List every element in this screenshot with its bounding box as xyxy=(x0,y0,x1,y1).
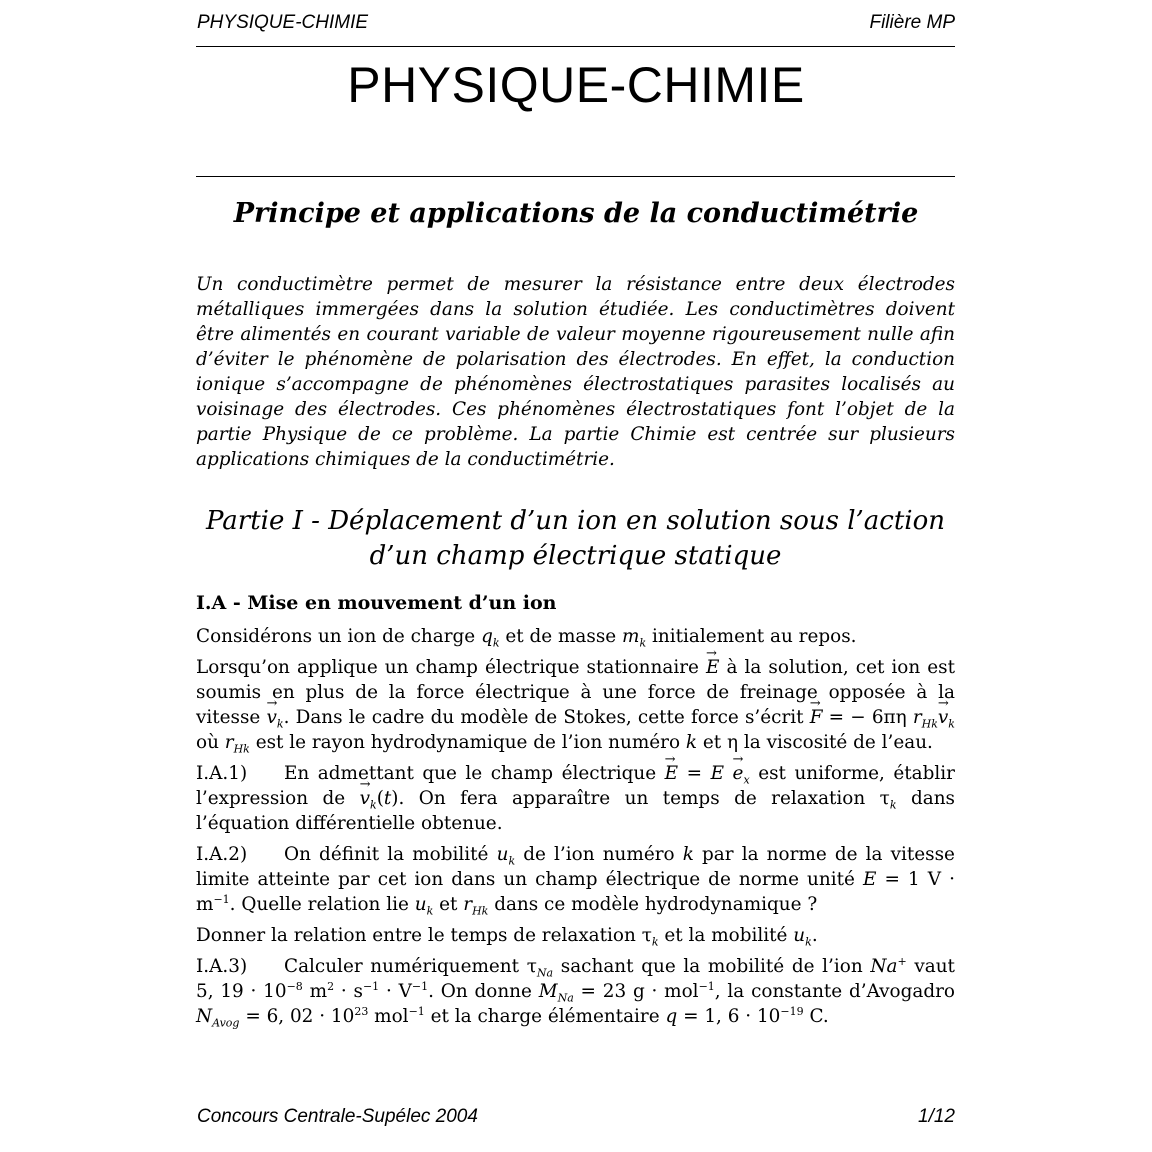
page-title: PHYSIQUE-CHIMIE xyxy=(347,57,805,113)
question-IA1: I.A.1) En admettant que le champ électrique → $E = E \to e_x$ est uniforme, établir l’expression de → $v_k(t)$. On fera apparaître un temps de relaxation $\tau_k$ dans l’équation différentielle obtenue. xyxy=(196,761,955,836)
document-subtitle: Principe et applications de la conductimétrie xyxy=(233,198,919,229)
header-subject: PHYSIQUE-CHIMIE xyxy=(197,12,369,33)
question-label: I.A.2) xyxy=(196,844,248,865)
question-label: I.A.3) xyxy=(196,956,248,977)
paragraph-relaxation: Donner la relation entre le temps de relaxation $\tau_k$ et la mobilité $u_k$. xyxy=(196,925,818,949)
body-text xyxy=(196,624,955,1035)
intro-paragraph: Un conductimètre permet de mesurer la résistance entre deux électrodes métalliques immergées dans la solution étudiée. Les conductimètres doivent être alimentés en courant variable de valeur moyenne rigoureusement nulle afin d’éviter le phénomène de polarisation des électrodes. En effet, la conduction ionique s’accompagne de phénomènes électrostatiques parasites localisés au voisinage des électrodes. Ces phénomènes électrostatiques font l’objet de la partie Physique de ce problème. La partie Chimie est centrée sur plusieurs applications chimiques de la conductimétrie. xyxy=(196,274,955,470)
question-IA2: I.A.2) On définit la mobilité $u_k$ de l’ion numéro k par la norme de la vitesse limite atteinte par cet ion dans un champ électrique de norme unité E = 1 $V \cdot m^{-1}$. Quelle relation lie $u_k$ et $r_{Hk}$ dans ce modèle hydrodynamique ? xyxy=(196,844,955,918)
header-track: Filière MP xyxy=(869,12,955,33)
paragraph-ion-charge: Considérons un ion de charge $q_k$ et de masse $m_k$ initialement au repos. xyxy=(196,626,857,650)
page-number: 1/12 xyxy=(918,1106,955,1127)
section-heading: I.A - Mise en mouvement d’un ion xyxy=(196,592,557,614)
part-heading-line2: d’un champ électrique statique xyxy=(369,541,782,571)
question-label: I.A.1) xyxy=(196,763,248,784)
footer-contest: Concours Centrale-Supélec 2004 xyxy=(197,1106,478,1127)
paragraph-stokes: Lorsqu’on applique un champ électrique stationnaire → E à la solution, cet ion est soumis en plus de la force électrique à une force de freinage opposée à la vitesse → $v_k$. Dans le cadre du modèle de Stokes, cette force s’écrit → F = − 6πη $r_{Hk}\to v_k$ où $r_{Hk}$ est le rayon hydrodynamique de l’ion numéro k et η la viscosité de l’eau. xyxy=(196,655,955,755)
page-header xyxy=(196,12,955,47)
question-IA3: I.A.3) Calculer numériquement $\tau_{Na}$ sachant que la mobilité de l’ion Na+ vaut 5, $19 \cdot 10^{-8}$ $m^2 \cdot s^{-1} \cdot V^{-1}$. On donne $M_{Na} = 23$ g · mol$^{-1}$, la constante d’Avogadro $N_{Avog} = 6$, $02 \cdot 10^{23}$ mol$^{-1}$ et la charge élémentaire q = 1, $6 \cdot 10^{-19}$ C. xyxy=(196,954,955,1030)
title-divider xyxy=(196,176,955,177)
part-heading-line1: Partie I - Déplacement d’un ion en solution sous l’action xyxy=(205,506,946,536)
part-heading xyxy=(196,504,955,574)
